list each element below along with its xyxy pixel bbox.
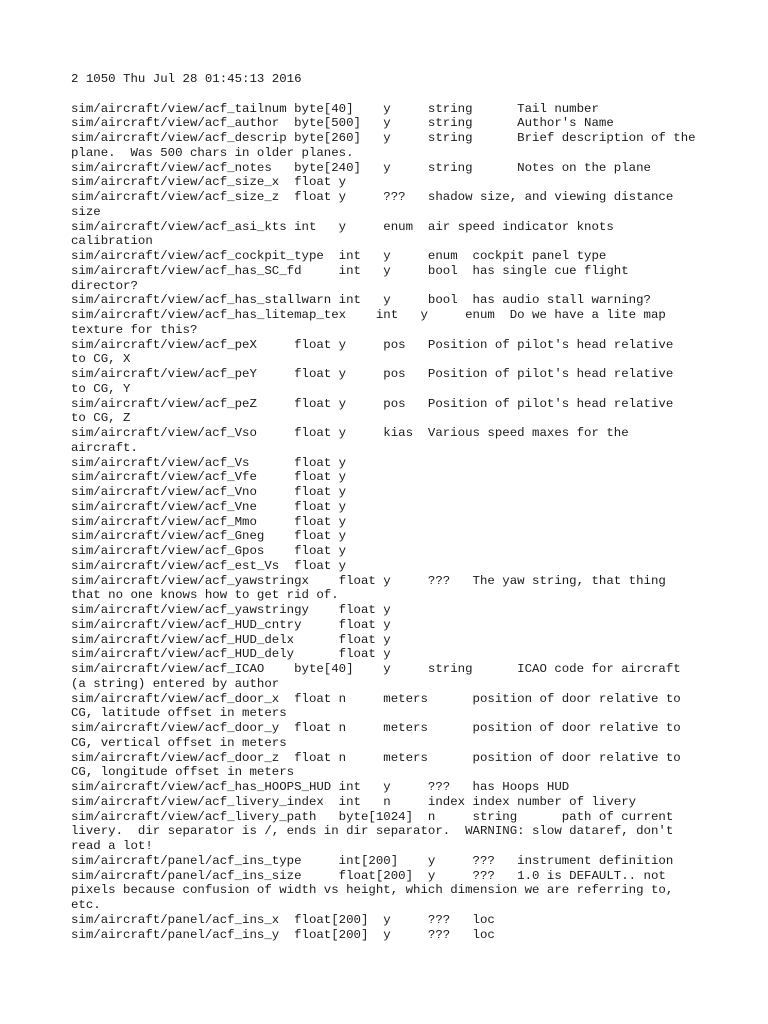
text-line: pixels because confusion of width vs height, which dimension we are referring to, [71, 883, 674, 898]
text-line: sim/aircraft/view/acf_peX float y pos Position of pilot's head relative [71, 337, 674, 352]
text-line: sim/aircraft/view/acf_yawstringy float y [71, 603, 391, 617]
text-line: sim/aircraft/view/acf_yawstringx float y ??? The yaw string, that thing [71, 573, 666, 588]
text-line: sim/aircraft/view/acf_author byte[500] y string Author's Name [71, 116, 614, 131]
text-line: sim/aircraft/view/acf_Vso float y kias Various speed maxes for the [71, 426, 629, 440]
text-line: sim/aircraft/view/acf_cockpit_type int y enum cockpit panel type [71, 249, 607, 263]
text-line: sim/aircraft/view/acf_Vne float y [71, 499, 347, 514]
text-line: CG, longitude offset in meters [71, 765, 295, 780]
text-line: sim/aircraft/view/acf_peY float y pos Position of pilot's head relative [71, 367, 674, 381]
text-line: director? [71, 278, 138, 293]
text-line: sim/aircraft/view/acf_HUD_cntry float y [71, 617, 391, 632]
text-line: CG, vertical offset in meters [71, 735, 287, 750]
text-line: sim/aircraft/view/acf_Mmo float y [71, 514, 347, 529]
text-line: sim/aircraft/view/acf_size_z float y ??? shadow size, and viewing distance [71, 190, 674, 204]
text-line: sim/aircraft/view/acf_descrip byte[260] y string Brief description of the [71, 131, 696, 145]
text-line: sim/aircraft/view/acf_has_litemap_tex int y enum Do we have a lite map [71, 308, 666, 322]
text-line: livery. dir separator is /, ends in dir separator. WARNING: slow dataref, don't [71, 824, 674, 839]
text-line: size [71, 204, 101, 219]
text-line: that no one knows how to get rid of. [71, 588, 339, 603]
text-line: aircraft. [71, 440, 138, 455]
text-line: sim/aircraft/view/acf_livery_path byte[1024] n string path of current [71, 809, 674, 824]
text-line: sim/aircraft/view/acf_tailnum byte[40] y string Tail number [71, 101, 599, 116]
text-line: sim/aircraft/view/acf_livery_index int n index index number of livery [71, 794, 637, 809]
text-line: sim/aircraft/panel/acf_ins_x float[200] y ??? loc [71, 912, 495, 927]
text-line: calibration [71, 234, 153, 249]
text-line: sim/aircraft/view/acf_Vs float y [71, 455, 347, 470]
text-line: sim/aircraft/view/acf_asi_kts int y enum air speed indicator knots [71, 219, 614, 234]
dataref-listing [71, 72, 696, 942]
text-line: sim/aircraft/view/acf_size_x float y [71, 175, 347, 190]
text-line: sim/aircraft/view/acf_peZ float y pos Position of pilot's head relative [71, 396, 674, 411]
text-line: sim/aircraft/view/acf_notes byte[240] y string Notes on the plane [71, 160, 651, 175]
text-line: plane. Was 500 chars in older planes. [71, 145, 354, 160]
text-line: sim/aircraft/view/acf_Vno float y [71, 485, 347, 499]
text-line: sim/aircraft/view/acf_has_stallwarn int y bool has audio stall warning? [71, 293, 651, 308]
text-line: sim/aircraft/view/acf_Gpos float y [71, 544, 347, 558]
text-line: sim/aircraft/view/acf_door_z float n meters position of door relative to [71, 750, 681, 765]
text-line: sim/aircraft/view/acf_HUD_dely float y [71, 647, 391, 662]
text-line: sim/aircraft/view/acf_ICAO byte[40] y string ICAO code for aircraft [71, 662, 681, 676]
text-line: sim/aircraft/panel/acf_ins_size float[200] y ??? 1.0 is DEFAULT.. not [71, 868, 666, 883]
text-line: sim/aircraft/panel/acf_ins_y float[200] y ??? loc [71, 927, 495, 942]
text-line: sim/aircraft/view/acf_est_Vs float y [71, 558, 347, 573]
text-line: to CG, X [71, 352, 131, 367]
text-line: read a lot! [71, 839, 153, 853]
text-line: etc. [71, 898, 101, 912]
text-line: sim/aircraft/view/acf_door_x float n meters position of door relative to [71, 691, 681, 706]
text-line: sim/aircraft/view/acf_has_HOOPS_HUD int y ??? has Hoops HUD [71, 780, 570, 794]
text-line: to CG, Z [71, 411, 131, 426]
text-line: 2 1050 Thu Jul 28 01:45:13 2016 [71, 72, 302, 86]
text-line: sim/aircraft/view/acf_Gneg float y [71, 529, 347, 544]
text-line: sim/aircraft/view/acf_has_SC_fd int y bool has single cue flight [71, 263, 629, 278]
text-line: sim/aircraft/view/acf_Vfe float y [71, 470, 347, 485]
text-line: (a string) entered by author [71, 676, 280, 691]
text-line: CG, latitude offset in meters [71, 706, 287, 721]
text-line: sim/aircraft/view/acf_HUD_delx float y [71, 632, 391, 647]
text-line: texture for this? [71, 322, 198, 337]
text-line: to CG, Y [71, 381, 131, 396]
text-line [71, 87, 696, 102]
text-line: sim/aircraft/panel/acf_ins_type int[200] y ??? instrument definition [71, 853, 674, 868]
text-line: sim/aircraft/view/acf_door_y float n meters position of door relative to [71, 721, 681, 735]
